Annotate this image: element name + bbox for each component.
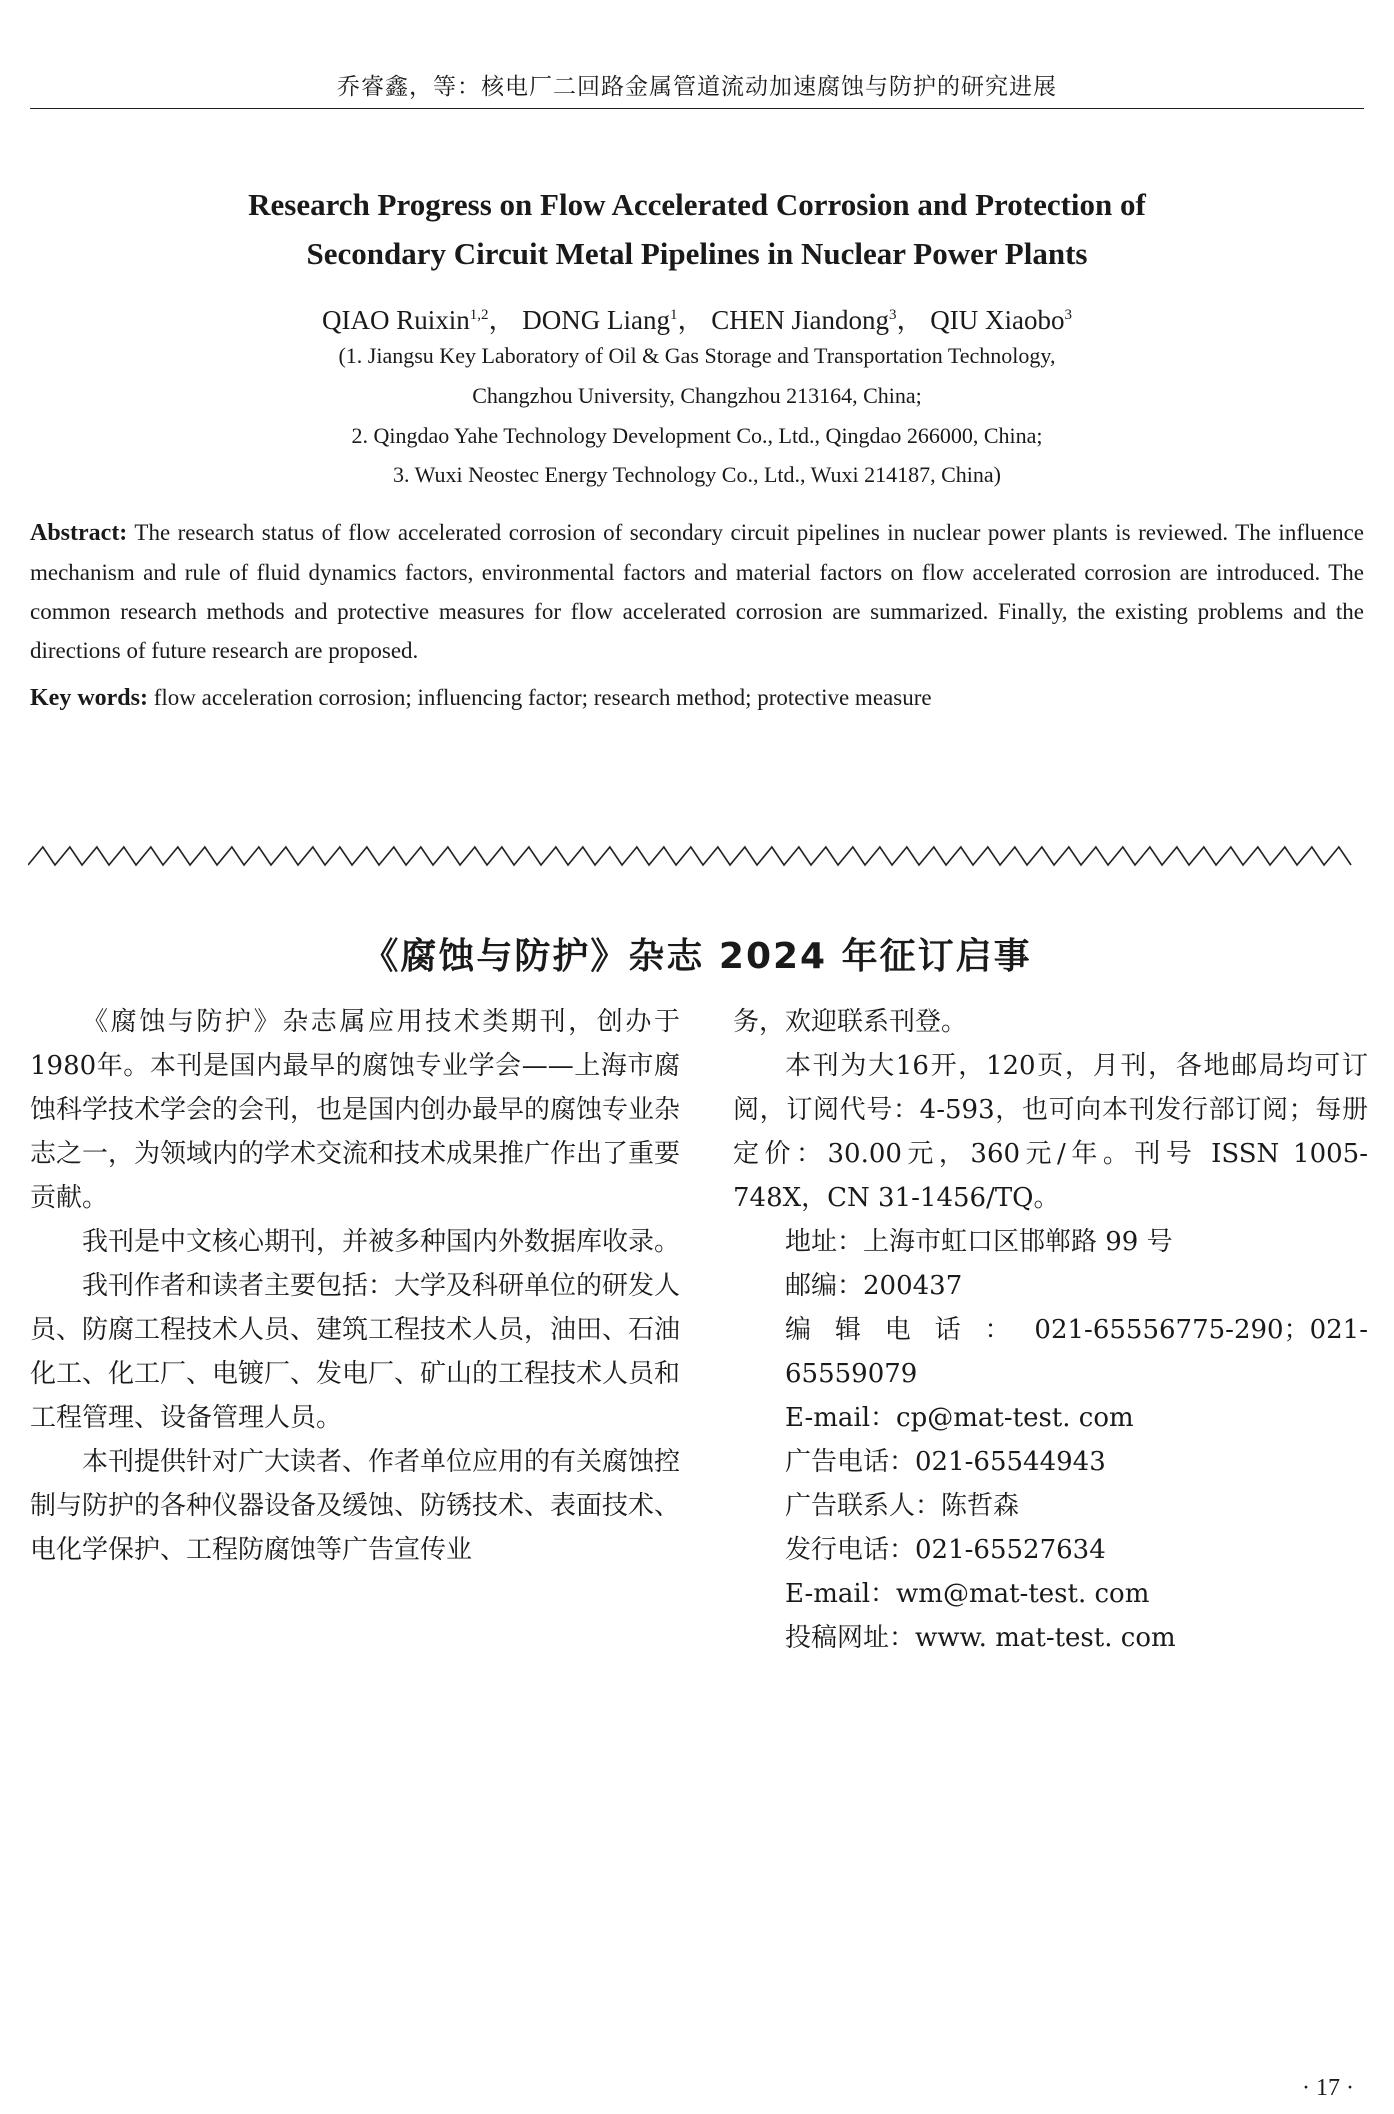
- decorative-wave-divider: [28, 843, 1366, 869]
- notice-paragraph: 我刊作者和读者主要包括：大学及科研单位的研发人员、防腐工程技术人员、建筑工程技术人员，油田、石油化工、化工厂、电镀厂、发电厂、矿山的工程技术人员和工程管理、设备管理人员。: [30, 1271, 681, 1433]
- keywords-label: Key words:: [30, 685, 148, 711]
- contact-editor-email: E-mail：cp@mat-test. com: [785, 1403, 1134, 1433]
- abstract: [30, 513, 1364, 670]
- author-name: QIAO Ruixin: [322, 305, 470, 335]
- paper-title: [0, 180, 1394, 278]
- running-head: 乔睿鑫，等：核电厂二回路金属管道流动加速腐蚀与防护的研究进展: [337, 74, 1057, 100]
- contact-address: 地址：上海市虹口区邯郸路 99 号: [785, 1227, 1173, 1257]
- author-affiliation-mark: 3: [889, 307, 897, 323]
- keywords-text: flow acceleration corrosion; influencing factor; research method; protective measure: [153, 685, 932, 710]
- affiliation-line: 3. Wuxi Neostec Energy Technology Co., Ltd., Wuxi 214187, China): [393, 462, 1001, 487]
- contact-distribution-email: E-mail：wm@mat-test. com: [785, 1579, 1150, 1609]
- contact-distribution-phone: 发行电话：021-65527634: [785, 1535, 1106, 1565]
- paper-title-line-2: Secondary Circuit Metal Pipelines in Nuclear Power Plants: [306, 236, 1088, 271]
- author-affiliation-mark: 1: [670, 307, 678, 323]
- author-name: QIU Xiaobo: [930, 305, 1065, 335]
- contact-editor-phone: 编辑电话：021-65556775-290；021-65559079: [785, 1315, 1368, 1389]
- notice-paragraph: 《腐蚀与防护》杂志属应用技术类期刊，创办于1980年。本刊是国内最早的腐蚀专业学会——上海市腐蚀科学技术学会的会刊，也是国内创办最早的腐蚀专业杂志之一，为领域内的学术交流和技术成果推广作出了重要贡献。: [30, 1007, 681, 1213]
- page-number: · 17 ·: [1302, 2075, 1354, 2101]
- author-separator: ，: [896, 305, 924, 335]
- notice-title: 《腐蚀与防护》杂志 2024 年征订启事: [362, 936, 1032, 977]
- notice-paragraph: 本刊为大16开，120页，月刊，各地邮局均可订阅，订阅代号：4-593，也可向本刊发行部订阅；每册定价：30.00元，360元/年。刊号 ISSN 1005-748X，CN 31-1456/TQ。: [733, 1051, 1368, 1213]
- paper-title-line-1: Research Progress on Flow Accelerated Corrosion and Protection of: [248, 187, 1146, 222]
- contact-ad-person: 广告联系人：陈哲森: [785, 1491, 1020, 1521]
- abstract-text: The research status of flow accelerated corrosion of secondary circuit pipelines in nuclear power plants is reviewed. The influence mechanism and rule of fluid dynamics factors, environmental factors and material factors on flow accelerated corrosion are introduced. The common research methods and protective measures for flow accelerated corrosion are summarized. Finally, the existing problems and the directions of future research are proposed.: [30, 520, 1364, 663]
- contact-postcode: 邮编：200437: [785, 1271, 963, 1301]
- abstract-label: Abstract:: [30, 520, 128, 546]
- notice-paragraph: 我刊是中文核心期刊，并被多种国内外数据库收录。: [82, 1227, 681, 1257]
- author-affiliation-mark: 1,2: [469, 307, 489, 323]
- author-separator: ，: [677, 305, 705, 335]
- contact-ad-phone: 广告电话：021-65544943: [785, 1447, 1106, 1477]
- author-affiliation-mark: 3: [1064, 307, 1072, 323]
- contact-submission-url: 投稿网址：www. mat-test. com: [785, 1623, 1176, 1653]
- author-name: DONG Liang: [522, 305, 670, 335]
- keywords: [30, 678, 1364, 718]
- author-list: [0, 298, 1394, 337]
- notice-left-column: [30, 1000, 680, 1572]
- affiliation-line: (1. Jiangsu Key Laboratory of Oil & Gas Storage and Transportation Technology,: [338, 343, 1056, 368]
- notice-right-column: [733, 1000, 1368, 1660]
- affiliation-line: Changzhou University, Changzhou 213164, China;: [472, 383, 922, 408]
- notice-paragraph-continuation: 务，欢迎联系刊登。: [733, 1007, 968, 1037]
- notice-paragraph: 本刊提供针对广大读者、作者单位应用的有关腐蚀控制与防护的各种仪器设备及缓蚀、防锈技术、表面技术、电化学保护、工程防腐蚀等广告宣传业: [30, 1447, 681, 1565]
- author-name: CHEN Jiandong: [711, 305, 889, 335]
- header-rule: [30, 108, 1364, 109]
- affiliation-line: 2. Qingdao Yahe Technology Development Co., Ltd., Qingdao 266000, China;: [351, 423, 1043, 448]
- author-separator: ，: [488, 305, 516, 335]
